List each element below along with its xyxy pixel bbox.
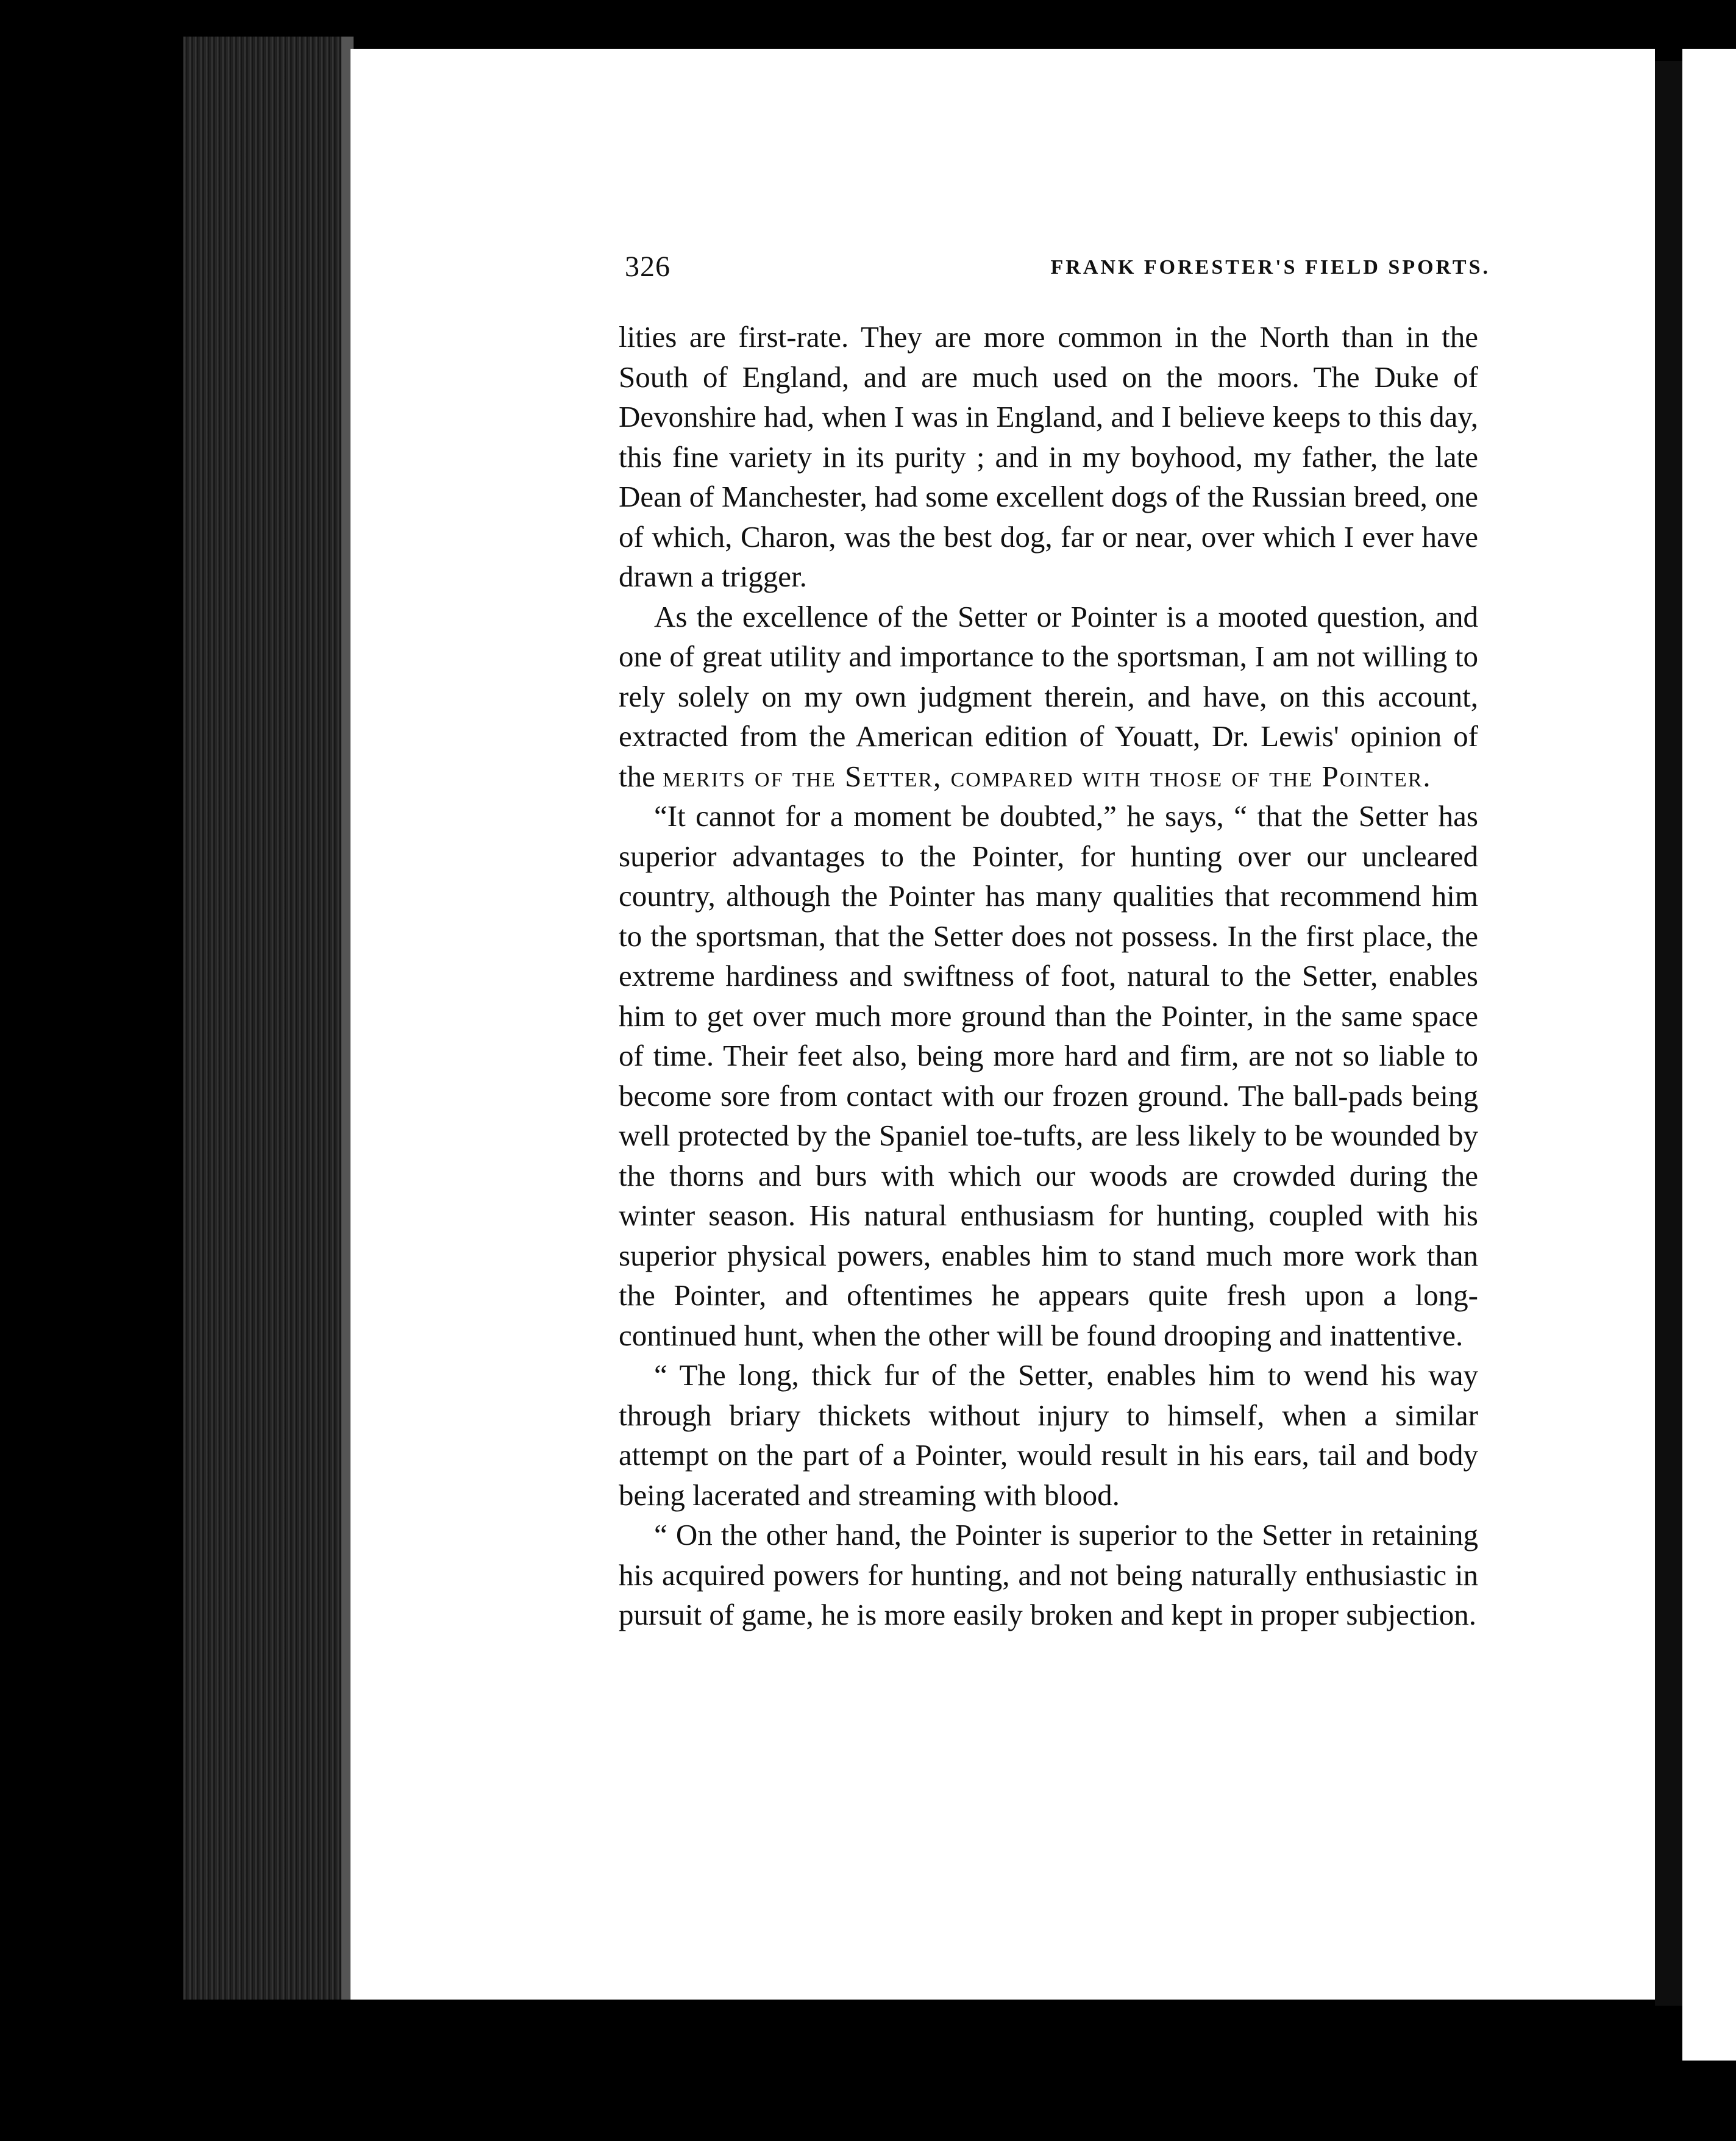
running-head: FRANK FORESTER'S FIELD SPORTS.	[1050, 256, 1490, 279]
paragraph-text: As the excellence of the Setter or Pointer is a mooted question, and one of great utility and importance to the sportsman, I am not willing to rely solely on my own judgment therein, and have, on this account, extracted from the American edition of Youatt, Dr. Lewis' opinion of the	[619, 599, 1478, 793]
page-body	[619, 317, 1478, 1635]
paragraph: lities are first-rate. They are more common in the North than in the South of England, and are much used on the moors. The Duke of Devonshire had, when I was in England, and I believe keeps to this day, this fine variety in its purity ; and in my boyhood, my father, the late Dean of Manchester, had some excellent dogs of the Russian breed, one of which, Charon, was the best dog, far or near, over which I ever have drawn a trigger.	[619, 320, 1478, 593]
book-binding-edge	[183, 37, 354, 2000]
page-header	[625, 250, 1490, 305]
page-number: 326	[625, 251, 671, 283]
facing-page	[1682, 49, 1736, 2061]
paragraph: “ The long, thick fur of the Setter, enables him to wend his way through briary thickets without injury to himself, when a similar attempt on the part of a Pointer, would result in his ears, tail and body being lacerated and streaming with blood.	[619, 1358, 1478, 1512]
paragraph: “ On the other hand, the Pointer is superior to the Setter in retaining his acquired powers for hunting, and not being naturally enthusiastic in pursuit of game, he is more easily broken and kept in proper subjection.	[619, 1518, 1478, 1631]
paragraph	[619, 597, 1478, 797]
paragraph: “It cannot for a moment be doubted,” he says, “ that the Setter has superior advantages to the Pointer, for hunting over our uncleared country, although the Pointer has many qualities that recommend him to the sportsman, that the Setter does not possess. In the first place, the extreme hardiness and swiftness of foot, natural to the Setter, enables him to get over much more ground than the Pointer, in the same space of time. Their feet also, being more hard and firm, are not so liable to become sore from contact with our frozen ground. The ball-pads being well protected by the Spaniel toe-tufts, are less likely to be wounded by the thorns and burs with which our woods are crowded during the winter season. His natural enthusiasm for hunting, coupled with his superior physical powers, enables him to stand much more work than the Pointer, and oftentimes he appears quite fresh upon a long-continued hunt, when the other will be found drooping and inattentive.	[619, 799, 1478, 1352]
small-caps-text: merits of the Setter, compared with those of the Pointer.	[663, 759, 1432, 793]
